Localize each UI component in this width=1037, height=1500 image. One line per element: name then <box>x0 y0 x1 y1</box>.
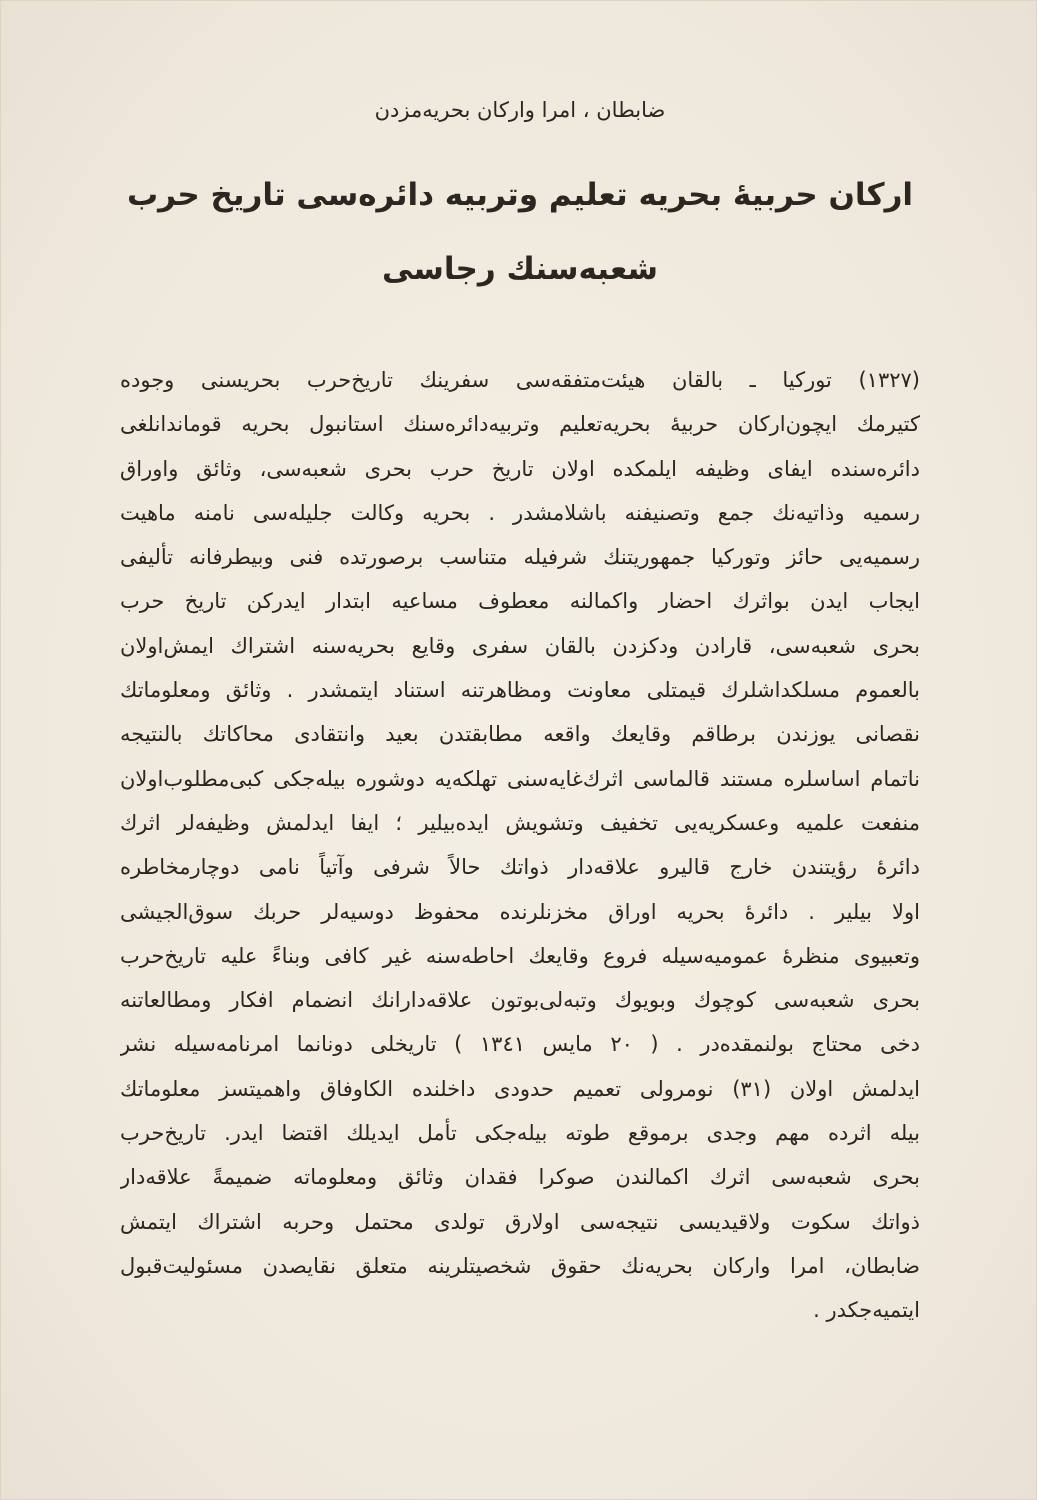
body-line: دخى محتاج بولنمقده‌در . ( ٢٠ مايس ١٣٤١ ) تاريخلى دونانما امرنامه‌سيله نشر <box>120 1032 920 1057</box>
body-line: (١٣٢٧) توركيا ـ بالقان هيئت‌متفقه‌سى سفرينك تاريخ‌حرب بحريسنى وجوده <box>120 368 920 392</box>
body-line: ضابطان، امرا واركان بحريه‌نك حقوق شخصيتلرينه متعلق نقايصدن مسئوليت‌قبول <box>120 1253 920 1278</box>
body-line: دائره‌سنده ايفاى وظيفه ايلمكده اولان تاريخ حرب بحرى شعبه‌سى، وثائق واوراق <box>120 456 920 481</box>
body-line: ناتمام اساسلره مستند قالماسى اثرك‌غايه‌سنى تهلكه‌يه دوشوره بيله‌جكى كبى‌مطلوب‌اولان <box>120 766 920 791</box>
body-line: بالعموم مسلكداشلرك قيمتلى معاونت ومظاهرتنه استناد ايتمشدر . وثائق ومعلوماتك <box>120 678 920 703</box>
body-text <box>120 358 920 1333</box>
body-line: ايدلمش اولان (٣١) نومرولى تعميم حدودى داخلنده الكاوفاق واهميتسز معلوماتك <box>120 1076 920 1101</box>
body-line: منفعت علميه وعسكريه‌يى تخفيف وتشويش ايده‌بيلير ؛ ايفا ايدلمش وظيفه‌لر اثرك <box>120 810 920 835</box>
document-page <box>120 90 920 1333</box>
body-line: بيله اثرده مهم وجدى برموقع طوته بيله‌جكى تأمل ايديلك اقتضا ايدر. تاريخ‌حرب <box>120 1121 920 1146</box>
header-line: ضابطان ، امرا واركان بحريه‌مزدن <box>374 98 666 122</box>
body-line: بحرى شعبه‌سى، قارادن ودكزدن بالقان سفرى وقايع بحريه‌سنه اشتراك ايمش‌اولان <box>120 633 920 658</box>
body-line: وتعبيوى منظرۀ عموميه‌سيله فروع وقايعك احاطه‌سنه غير كافى وبناءً عليه تاريخ‌حرب <box>120 943 920 968</box>
body-line: دائرۀ رؤيتندن خارج قاليرو علاقه‌دار ذواتك حالاً شرفى وآتياً نامى دوچارمخاطره <box>120 855 920 880</box>
body-line: بحرى شعبه‌سى كوچوك وبويوك وتبه‌لى‌بوتون علاقه‌دارانك انضمام افكار ومطالعاتنه <box>120 988 920 1013</box>
body-line: نقصانى يوزندن برطاقم وقايعك واقعه مطابقتدن بعيد وانتقادى محاكاتك بالنتيجه <box>120 722 920 747</box>
body-line: اولا بيلير . دائرۀ بحريه اوراق مخزنلرنده محفوظ دوسيه‌لر حربك سوق‌الجيشى <box>120 899 920 924</box>
body-line: كتيرمك ايچون‌اركان حربيۀ بحريه‌تعليم وتربيه‌دائره‌سنك استانبول بحريه قوماندانلغى <box>120 412 920 437</box>
body-line: رسميه‌يى حائز وتوركيا جمهوريتنك شرفيله متناسب برصورتده فنى وبيطرفانه تأليفى <box>120 545 920 570</box>
title-line-2: شعبه‌سنك رجاسى <box>382 251 658 287</box>
body-line: ايجاب ايدن بواثرك احضار واكمالنه معطوف مساعيه ابتدار ايدركن تاريخ حرب <box>120 589 920 614</box>
body-line: ذواتك سكوت ولاقيديسى نتيجه‌سى اولارق تولدى محتمل وحربه اشتراك ايتمش <box>120 1209 920 1234</box>
body-line: رسميه وذاتيه‌نك جمع وتصنيفنه باشلامشدر . بحريه وكالت جليله‌سى نامنه ماهيت <box>120 500 920 525</box>
title-line-1: اركان حربيۀ بحريه تعليم وتربيه دائره‌سى تاريخ حرب <box>126 177 914 213</box>
body-line-last: ايتميه‌جكدر . <box>813 1298 920 1323</box>
document-title <box>120 158 920 306</box>
body-line: بحرى شعبه‌سى اثرك اكمالندن صوكرا فقدان وثائق ومعلوماته ضميمةً علاقه‌دار <box>120 1165 920 1190</box>
